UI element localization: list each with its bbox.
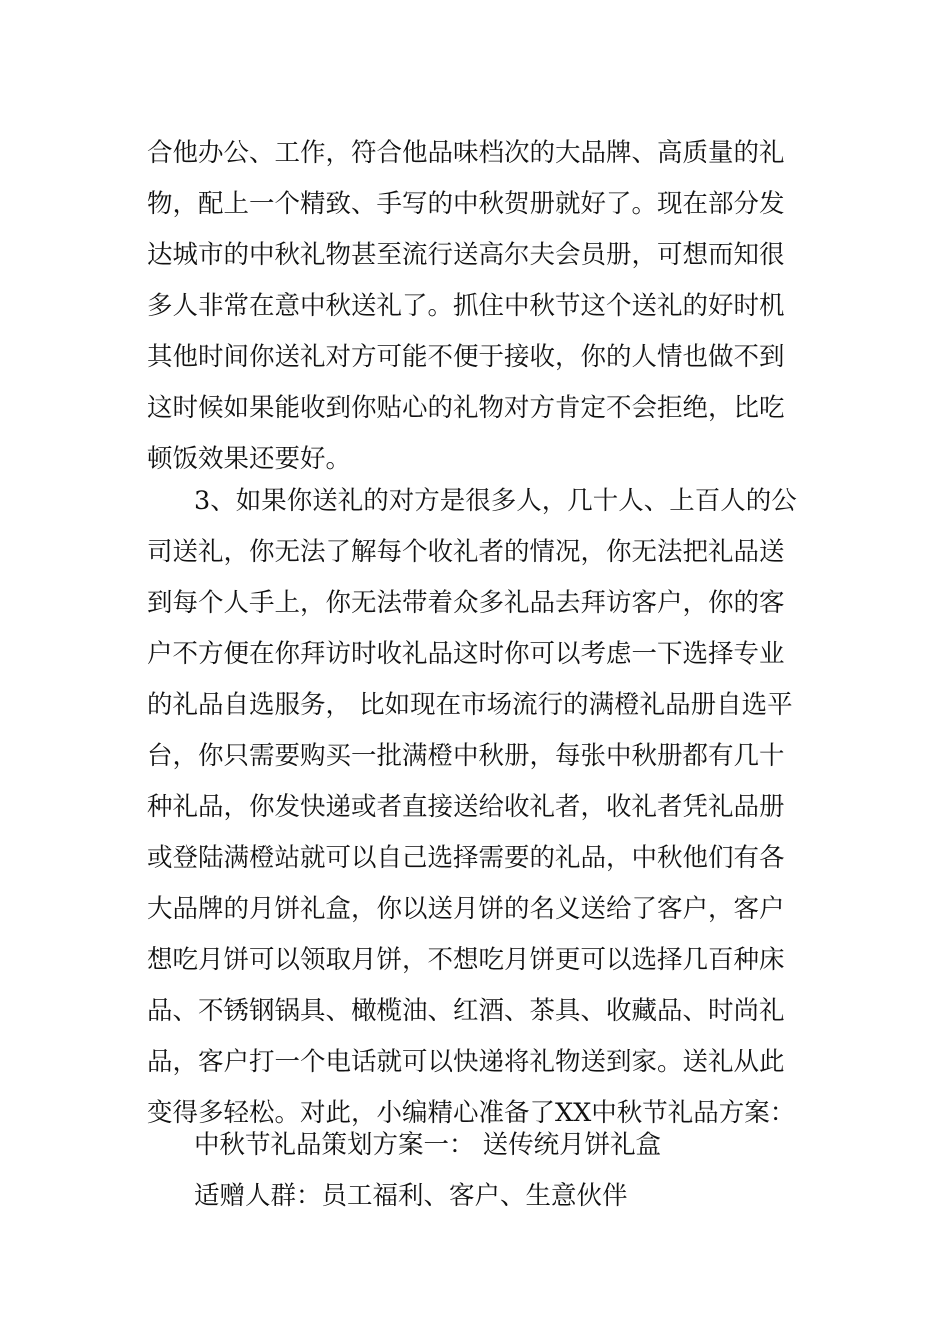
paragraph-line: 到每个人手上，你无法带着众多礼品去拜访客户，你的客 [147, 588, 785, 618]
paragraph-line: 品、不锈钢锅具、橄榄油、红酒、茶具、收藏品、时尚礼 [147, 996, 785, 1026]
paragraph-line: 这时候如果能收到你贴心的礼物对方肯定不会拒绝，比吃 [147, 393, 785, 423]
plan-section [147, 1120, 807, 1222]
paragraph-line: 或登陆满橙站就可以自己选择需要的礼品，中秋他们有各 [147, 843, 785, 873]
paragraph-line: 物，配上一个精致、手写的中秋贺册就好了。现在部分发 [147, 189, 785, 219]
paragraph-line: 3、如果你送礼的对方是很多人，几十人、上百人的公 [194, 486, 797, 516]
paragraph-line: 想吃月饼可以领取月饼，不想吃月饼更可以选择几百种床 [147, 945, 785, 975]
paragraph-line: 种礼品，你发快递或者直接送给收礼者，收礼者凭礼品册 [147, 792, 785, 822]
paragraph-line: 品，客户打一个电话就可以快递将礼物送到家。送礼从此 [147, 1047, 785, 1077]
paragraph-line: 达城市的中秋礼物甚至流行送高尔夫会员册，可想而知很 [147, 240, 785, 270]
paragraph-line: 台，你只需要购买一批满橙中秋册，每张中秋册都有几十 [147, 741, 785, 771]
paragraph-1 [147, 128, 807, 485]
paragraph-2 [147, 476, 807, 1139]
paragraph-line: 大品牌的月饼礼盒，你以送月饼的名义送给了客户，客户 [147, 894, 785, 924]
paragraph-line: 户不方便在你拜访时收礼品这时你可以考虑一下选择专业 [147, 639, 785, 669]
plan-audience: 适赠人群：员工福利、客户、生意伙伴 [194, 1181, 628, 1211]
paragraph-line: 司送礼，你无法了解每个收礼者的情况，你无法把礼品送 [147, 537, 785, 567]
paragraph-line: 的礼品自选服务， 比如现在市场流行的满橙礼品册自选平 [147, 690, 793, 720]
paragraph-line: 合他办公、工作，符合他品味档次的大品牌、高质量的礼 [147, 138, 785, 168]
paragraph-line: 顿饭效果还要好。 [147, 444, 352, 474]
paragraph-line: 其他时间你送礼对方可能不便于接收，你的人情也做不到 [147, 342, 785, 372]
plan-title: 中秋节礼品策划方案一： 送传统月饼礼盒 [194, 1130, 662, 1160]
paragraph-line: 变得多轻松。对此，小编精心准备了XX中秋节礼品方案： [147, 1098, 796, 1128]
paragraph-line: 多人非常在意中秋送礼了。抓住中秋节这个送礼的好时机 [147, 291, 785, 321]
